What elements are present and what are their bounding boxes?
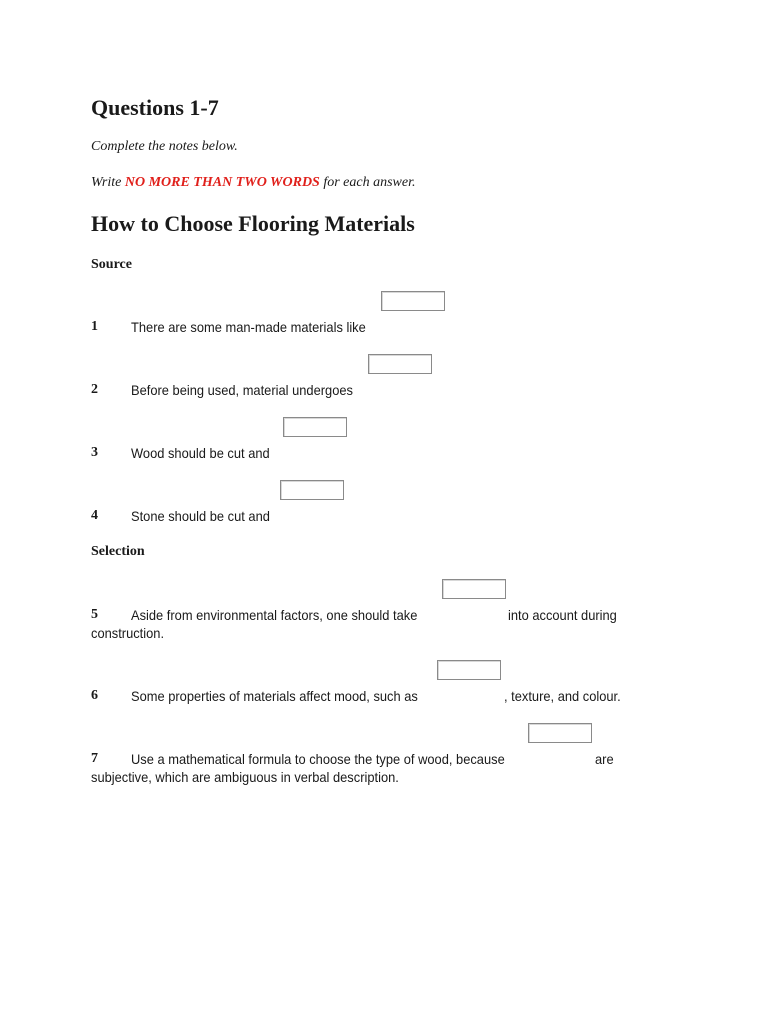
question-text-3: Wood should be cut and xyxy=(131,445,270,461)
answer-input-3[interactable] xyxy=(283,417,347,437)
question-text-4: Stone should be cut and xyxy=(131,508,270,524)
question-text-5-end: into account during xyxy=(508,607,617,623)
answer-input-5[interactable] xyxy=(442,579,506,599)
question-text-1: There are some man-made materials like xyxy=(131,319,366,335)
instruction-prefix: Write xyxy=(91,175,125,190)
answer-input-2[interactable] xyxy=(368,354,432,374)
question-text-6-end: , texture, and colour. xyxy=(504,688,621,704)
question-number-7: 7 xyxy=(91,751,98,766)
question-text-5-continuation: construction. xyxy=(91,625,165,641)
answer-input-6[interactable] xyxy=(437,660,501,680)
instruction-word-limit xyxy=(91,175,416,191)
answer-input-7[interactable] xyxy=(528,723,592,743)
question-text-7-start: Use a mathematical formula to choose the type of wood, because xyxy=(131,751,505,767)
page-heading: Questions 1-7 xyxy=(91,95,219,120)
question-number-4: 4 xyxy=(91,508,98,523)
word-limit-emphasis: NO MORE THAN TWO WORDS xyxy=(124,175,320,190)
question-number-6: 6 xyxy=(91,688,98,703)
question-text-6-start: Some properties of materials affect mood, such as xyxy=(131,688,418,704)
section-heading-selection: Selection xyxy=(91,544,145,559)
question-number-5: 5 xyxy=(91,607,98,622)
section-heading-source: Source xyxy=(91,257,132,272)
notes-title: How to Choose Flooring Materials xyxy=(91,211,415,236)
question-number-2: 2 xyxy=(91,382,98,397)
question-text-5-start: Aside from environmental factors, one should take xyxy=(131,607,418,623)
question-number-3: 3 xyxy=(91,445,98,460)
question-text-7-continuation: subjective, which are ambiguous in verbal description. xyxy=(91,769,399,785)
question-number-1: 1 xyxy=(91,319,98,334)
question-text-2: Before being used, material undergoes xyxy=(131,382,353,398)
question-text-7-end: are xyxy=(595,751,614,767)
instruction-complete-notes: Complete the notes below. xyxy=(91,139,238,154)
answer-input-1[interactable] xyxy=(381,291,445,311)
answer-input-4[interactable] xyxy=(280,480,344,500)
instruction-suffix: for each answer. xyxy=(319,175,416,190)
